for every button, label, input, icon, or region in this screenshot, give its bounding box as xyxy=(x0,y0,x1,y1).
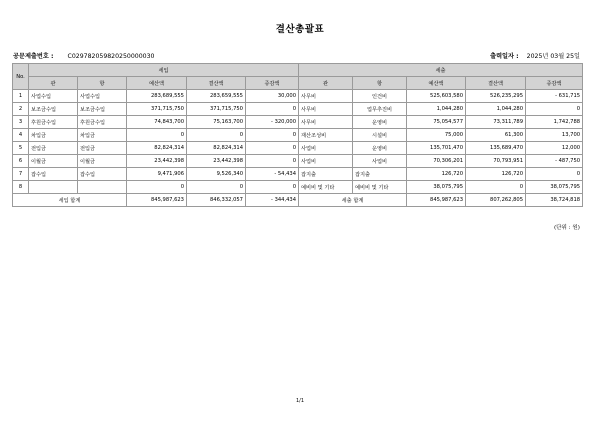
expense-diff: 1,742,788 xyxy=(526,116,583,129)
expense-gwan: 사무비 xyxy=(299,103,353,116)
income-gwan-header: 관 xyxy=(29,77,78,90)
expense-hang: 잡지출 xyxy=(353,168,407,181)
expense-diff: 0 xyxy=(526,103,583,116)
unit-note: (단위 : 원) xyxy=(553,225,580,231)
expense-budget: 126,720 xyxy=(407,168,466,181)
expense-budget: 525,603,580 xyxy=(407,90,466,103)
expense-diff: 38,075,795 xyxy=(526,181,583,194)
expense-gwan: 사업비 xyxy=(299,155,353,168)
income-diff: - 320,000 xyxy=(246,116,299,129)
table-row xyxy=(13,116,583,129)
income-settlement: 0 xyxy=(187,181,246,194)
table-row xyxy=(13,181,583,194)
income-gwan xyxy=(29,181,78,194)
expense-total-budget: 845,987,623 xyxy=(407,194,466,207)
income-settlement: 82,824,314 xyxy=(187,142,246,155)
expense-hang: 업무추진비 xyxy=(353,103,407,116)
expense-budget: 38,075,795 xyxy=(407,181,466,194)
document-number-label: 공문제출번호 : xyxy=(13,53,54,60)
income-total-label: 세입 합계 xyxy=(13,194,127,207)
expense-header: 세출 xyxy=(299,64,583,77)
income-budget: 0 xyxy=(127,181,187,194)
expense-diff: 13,700 xyxy=(526,129,583,142)
row-number: 7 xyxy=(13,168,29,181)
expense-diff: 0 xyxy=(526,168,583,181)
expense-hang: 시설비 xyxy=(353,129,407,142)
expense-budget: 75,000 xyxy=(407,129,466,142)
expense-budget: 75,054,577 xyxy=(407,116,466,129)
income-hang: 전입금 xyxy=(78,142,127,155)
expense-settlement: 526,235,295 xyxy=(466,90,526,103)
expense-budget-header: 예산액 xyxy=(407,77,466,90)
expense-settlement-header: 결산액 xyxy=(466,77,526,90)
income-hang: 잡수입 xyxy=(78,168,127,181)
income-hang: 차입금 xyxy=(78,129,127,142)
expense-settlement: 73,311,789 xyxy=(466,116,526,129)
income-diff: 0 xyxy=(246,155,299,168)
expense-hang: 운영비 xyxy=(353,116,407,129)
expense-total-label: 세출 합계 xyxy=(299,194,407,207)
expense-settlement: 126,720 xyxy=(466,168,526,181)
expense-diff-header: 증감액 xyxy=(526,77,583,90)
expense-budget: 70,306,201 xyxy=(407,155,466,168)
income-gwan: 이월금 xyxy=(29,155,78,168)
income-hang: 이월금 xyxy=(78,155,127,168)
expense-settlement: 0 xyxy=(466,181,526,194)
income-settlement: 23,442,398 xyxy=(187,155,246,168)
income-gwan: 보조금수입 xyxy=(29,103,78,116)
row-number: 3 xyxy=(13,116,29,129)
income-diff: 0 xyxy=(246,103,299,116)
income-total-budget: 845,987,623 xyxy=(127,194,187,207)
no-header: No. xyxy=(13,64,29,90)
income-diff-header: 증감액 xyxy=(246,77,299,90)
print-date xyxy=(490,51,580,60)
income-settlement-header: 결산액 xyxy=(187,77,246,90)
income-total-diff: - 344,434 xyxy=(246,194,299,207)
income-hang: 보조금수입 xyxy=(78,103,127,116)
expense-hang-header: 항 xyxy=(353,77,407,90)
expense-hang: 예비비 및 기타 xyxy=(353,181,407,194)
row-number: 5 xyxy=(13,142,29,155)
row-number: 4 xyxy=(13,129,29,142)
income-diff: - 54,434 xyxy=(246,168,299,181)
income-gwan: 사업수입 xyxy=(29,90,78,103)
income-budget: 23,442,398 xyxy=(127,155,187,168)
income-budget: 74,843,700 xyxy=(127,116,187,129)
table-row xyxy=(13,155,583,168)
expense-budget: 135,701,470 xyxy=(407,142,466,155)
income-budget: 9,471,906 xyxy=(127,168,187,181)
expense-gwan: 예비비 및 기타 xyxy=(299,181,353,194)
expense-gwan: 사무비 xyxy=(299,116,353,129)
expense-settlement: 1,044,280 xyxy=(466,103,526,116)
row-number: 2 xyxy=(13,103,29,116)
expense-total-settlement: 807,262,805 xyxy=(466,194,526,207)
income-gwan: 차입금 xyxy=(29,129,78,142)
income-diff: 0 xyxy=(246,142,299,155)
table-row xyxy=(13,90,583,103)
income-hang: 후원금수입 xyxy=(78,116,127,129)
expense-settlement: 135,689,470 xyxy=(466,142,526,155)
expense-gwan-header: 관 xyxy=(299,77,353,90)
expense-hang: 사업비 xyxy=(353,155,407,168)
income-hang xyxy=(78,181,127,194)
income-hang: 사업수입 xyxy=(78,90,127,103)
table-row xyxy=(13,142,583,155)
income-budget: 371,715,750 xyxy=(127,103,187,116)
page-indicator: 1/1 xyxy=(295,398,305,404)
income-diff: 30,000 xyxy=(246,90,299,103)
table-row xyxy=(13,103,583,116)
settlement-summary-table xyxy=(12,63,583,207)
income-gwan: 잡수입 xyxy=(29,168,78,181)
table-row xyxy=(13,168,583,181)
totals-row xyxy=(13,194,583,207)
income-settlement: 371,715,750 xyxy=(187,103,246,116)
income-budget: 0 xyxy=(127,129,187,142)
document-number xyxy=(13,51,155,60)
page-title: 결산총괄표 xyxy=(275,24,325,35)
income-budget-header: 예산액 xyxy=(127,77,187,90)
expense-total-diff: 38,724,818 xyxy=(526,194,583,207)
row-number: 1 xyxy=(13,90,29,103)
income-gwan: 전입금 xyxy=(29,142,78,155)
income-settlement: 75,163,700 xyxy=(187,116,246,129)
income-diff: 0 xyxy=(246,181,299,194)
table-row xyxy=(13,129,583,142)
expense-gwan: 사업비 xyxy=(299,142,353,155)
expense-gwan: 잡지출 xyxy=(299,168,353,181)
expense-hang: 운영비 xyxy=(353,142,407,155)
income-budget: 82,824,314 xyxy=(127,142,187,155)
row-number: 8 xyxy=(13,181,29,194)
expense-budget: 1,044,280 xyxy=(407,103,466,116)
income-budget: 283,689,555 xyxy=(127,90,187,103)
expense-diff: 12,000 xyxy=(526,142,583,155)
expense-hang: 인건비 xyxy=(353,90,407,103)
print-date-label: 출력일자 : xyxy=(490,53,519,60)
expense-settlement: 70,793,951 xyxy=(466,155,526,168)
expense-diff: - 487,750 xyxy=(526,155,583,168)
income-hang-header: 항 xyxy=(78,77,127,90)
income-settlement: 283,659,555 xyxy=(187,90,246,103)
expense-diff: - 631,715 xyxy=(526,90,583,103)
income-total-settlement: 846,332,057 xyxy=(187,194,246,207)
income-diff: 0 xyxy=(246,129,299,142)
expense-gwan: 재산조성비 xyxy=(299,129,353,142)
income-settlement: 0 xyxy=(187,129,246,142)
document-number-value: C029782059820250000030 xyxy=(67,53,155,60)
income-header: 세입 xyxy=(29,64,299,77)
expense-gwan: 사무비 xyxy=(299,90,353,103)
expense-settlement: 61,300 xyxy=(466,129,526,142)
income-gwan: 후원금수입 xyxy=(29,116,78,129)
row-number: 6 xyxy=(13,155,29,168)
print-date-value: 2025년 03월 25일 xyxy=(526,53,580,60)
income-settlement: 9,526,340 xyxy=(187,168,246,181)
